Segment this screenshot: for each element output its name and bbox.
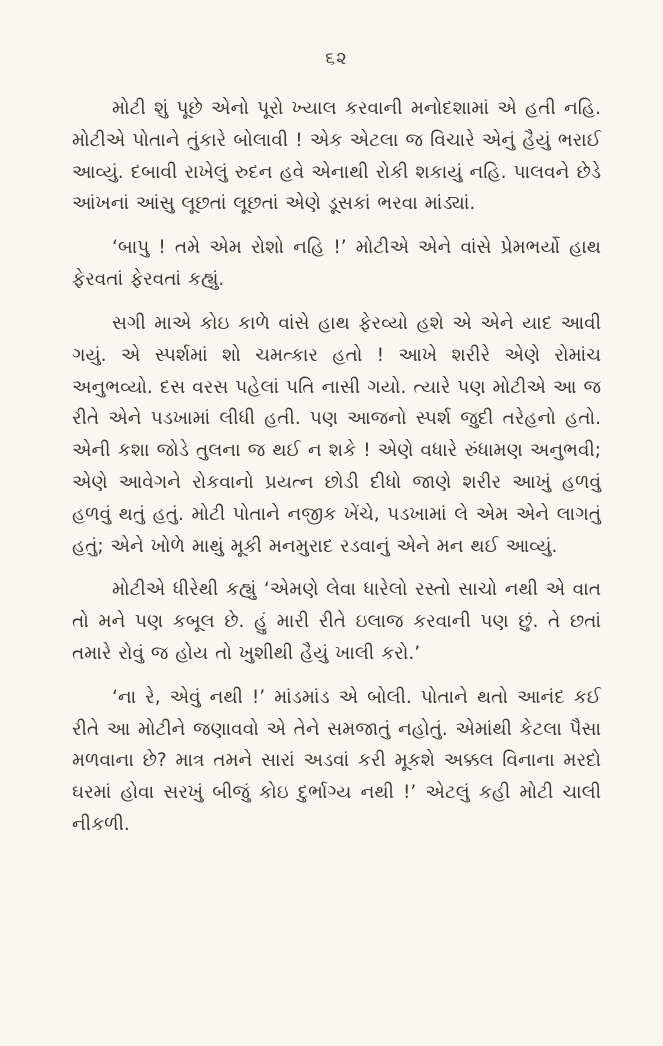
paragraph-3: સગી માએ કોઇ કાળે વાંસે હાથ ફેરવ્યો હશે એ એને યાદ આવી ગયું. એ સ્પર્શમાં શો ચમત્કાર હતો ! આખે શરીરે એણે રોમાંચ અનુભવ્યો. દસ વરસ પહેલાં પતિ નાસી ગયો. ત્યારે પણ મોટીએ આ જ રીતે એને પડખામાં લીધી હતી. પણ આજનો સ્પર્શ જુદી તરેહનો હતો. એની કશા જોડે તુલના જ થઈ ન શકે ! એણે વધારે રુંધામણ અનુભવી; એણે આવેગને રોકવાનો પ્રયત્ન છોડી દીધો જાણે શરીર આખું હળવું હળવું થતું હતું. મોટી પોતાને નજીક ખેંચે, પડખામાં લે એમ એને લાગતું હતું; એને ખોળે માથું મૂકી મનમુરાદ રડવાનું એને મન થઈ આવ્યું. bbox=[72, 312, 601, 557]
paragraph-5: ‘ના રે, એવું નથી !’ માંડમાંડ એ બોલી. પોતાને થતો આનંદ કઈ રીતે આ મોટીને જણાવવો એ તેને સમજાતું નહોતું. એમાંથી કેટલા પૈસા મળવાના છે? માત્ર તમને સારાં અડવાં કરી મૂકશે અક્કલ વિનાના મરદો ઘરમાં હોવા સરખું બીજું કોઇ દુર્ભાગ્ય નથી !’ એટલું કહી મોટી ચાલી નીકળી. bbox=[72, 686, 601, 836]
paragraph-1: મોટી શું પૂછે એનો પૂરો ખ્યાલ કરવાની મનોદશામાં એ હતી નહિ. મોટીએ પોતાને તુંકારે બોલાવી ! એક એટલા જ વિચારે એનું હૈયું ભરાઈ આવ્યું. દબાવી રાખેલું રુદન હવે એનાથી રોકી શકાયું નહિ. પાલવને છેડે આંખનાં આંસુ લૂછતાં લૂછતાં એણે ડૂસકાં ભરવા માંડ્યાં. bbox=[72, 98, 601, 215]
page-number: ૬૨ bbox=[325, 48, 348, 69]
paragraph-4: મોટીએ ધીરેથી કહ્યું ‘એમણે લેવા ધારેલો રસ્તો સાચો નથી એ વાત તો મને પણ કબૂલ છે. હું મારી રીતે ઇલાજ કરવાની પણ છું. તે છતાં તમારે રોવું જ હોય તો ખુશીથી હૈયું ખાલી કરો.’ bbox=[72, 579, 601, 664]
paragraph-2: ‘બાપુ ! તમે એમ રોશો નહિ !’ મોટીએ એને વાંસે પ્રેમભર્યો હાથ ફેરવતાં ફેરવતાં કહ્યું. bbox=[72, 237, 601, 291]
